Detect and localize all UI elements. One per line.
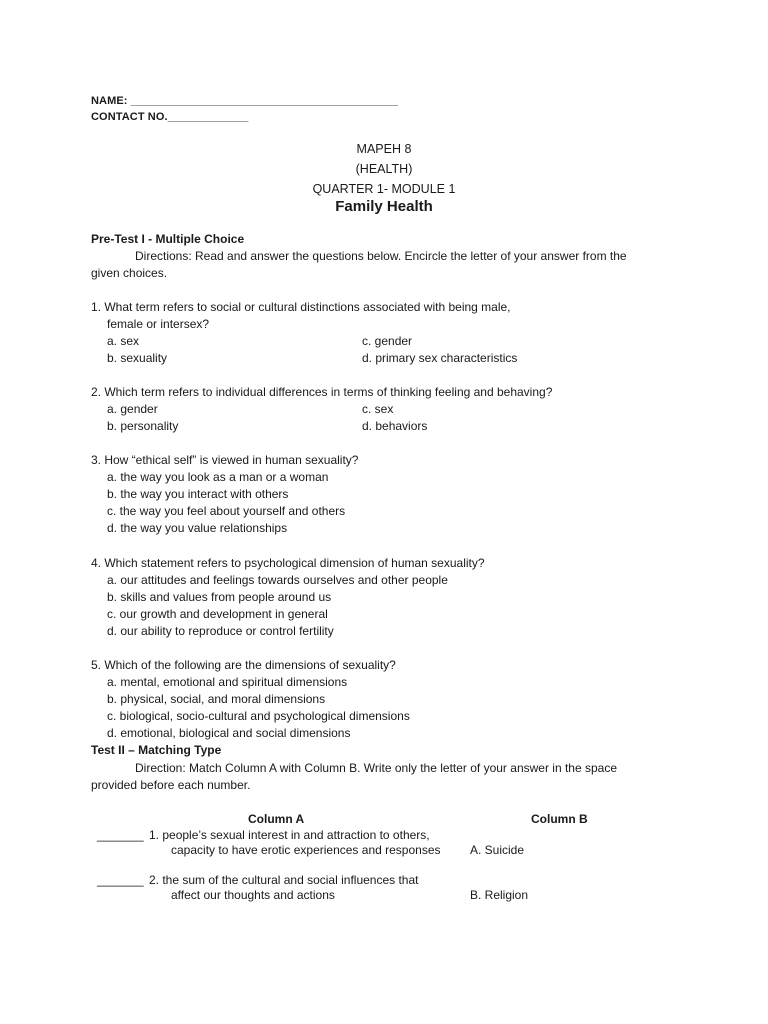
test2-directions-line-1: Direction: Match Column A with Column B. Write only the letter of your answer in the space [135, 761, 617, 775]
q2-option-b: b. personality [107, 419, 179, 433]
column-a-header: Column A [248, 812, 305, 826]
matching-item-2-line-2: affect our thoughts and actions [171, 888, 335, 902]
q2-option-d: d. behaviors [362, 419, 428, 433]
q4-option-b: b. skills and values from people around us [107, 590, 332, 604]
q2-option-a: a. gender [107, 402, 158, 416]
q4-option-a: a. our attitudes and feelings towards ourselves and other people [107, 573, 448, 587]
q1-option-c: c. gender [362, 334, 413, 348]
matching-item-1-line-2: capacity to have erotic experiences and responses [171, 843, 441, 857]
q4-option-c: c. our growth and development in general [107, 607, 328, 621]
test1-directions-line-2: given choices. [91, 266, 168, 280]
topic-title: Family Health [335, 198, 433, 215]
name-line: NAME: ___________________________________________ [91, 95, 399, 107]
q4-option-d: d. our ability to reproduce or control fertility [107, 624, 334, 638]
q3-option-d: d. the way you value relationships [107, 521, 288, 535]
q4-stem: 4. Which statement refers to psychological dimension of human sexuality? [91, 556, 485, 570]
q3-option-c: c. the way you feel about yourself and others [107, 504, 346, 518]
matching-item-1-blank: _______ [97, 828, 144, 842]
subject-title: MAPEH 8 [356, 142, 412, 156]
matching-item-2-blank: _______ [97, 873, 144, 887]
module-title: QUARTER 1- MODULE 1 [312, 182, 456, 196]
area-title: (HEALTH) [355, 162, 413, 176]
matching-item-2-line-1: 2. the sum of the cultural and social influences that [149, 873, 419, 887]
matching-choice-a: A. Suicide [470, 843, 525, 857]
q1-option-a: a. sex [107, 334, 140, 348]
q2-stem: 2. Which term refers to individual differences in terms of thinking feeling and behaving? [91, 385, 553, 399]
matching-item-1-line-1: 1. people’s sexual interest in and attraction to others, [149, 828, 430, 842]
test1-directions-line-1: Directions: Read and answer the questions below. Encircle the letter of your answer from the [135, 249, 627, 263]
q1-option-b: b. sexuality [107, 351, 168, 365]
test2-directions-line-2: provided before each number. [91, 778, 251, 792]
column-b-header: Column B [531, 812, 588, 826]
q3-option-b: b. the way you interact with others [107, 487, 289, 501]
test2-heading: Test II – Matching Type [91, 743, 222, 757]
q1-stem-line-1: 1. What term refers to social or cultural distinctions associated with being male, [91, 300, 511, 314]
matching-choice-b: B. Religion [470, 888, 529, 902]
q5-stem: 5. Which of the following are the dimensions of sexuality? [91, 658, 396, 672]
q5-option-a: a. mental, emotional and spiritual dimensions [107, 675, 348, 689]
q5-option-b: b. physical, social, and moral dimensions [107, 692, 326, 706]
q3-option-a: a. the way you look as a man or a woman [107, 470, 329, 484]
q5-option-c: c. biological, socio-cultural and psychological dimensions [107, 709, 410, 723]
q1-stem-line-2: female or intersex? [107, 317, 210, 331]
q5-option-d: d. emotional, biological and social dimensions [107, 726, 351, 740]
q3-stem: 3. How “ethical self” is viewed in human sexuality? [91, 453, 359, 467]
contact-line: CONTACT NO._____________ [91, 111, 249, 123]
q1-option-d: d. primary sex characteristics [362, 351, 518, 365]
test1-heading: Pre-Test I - Multiple Choice [91, 232, 245, 246]
q2-option-c: c. sex [362, 402, 394, 416]
